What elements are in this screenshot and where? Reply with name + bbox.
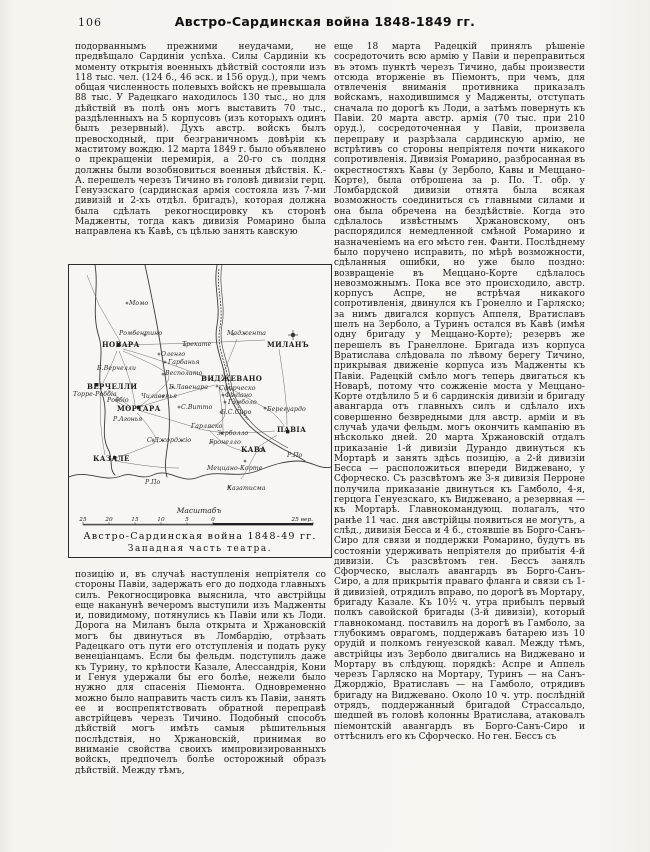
map-label: Момо xyxy=(129,300,149,307)
page-number: 106 xyxy=(78,16,102,29)
map-label: Гарляско xyxy=(191,423,223,430)
left-column xyxy=(75,42,326,776)
right-paragraph: еще 18 марта Радецкій принялъ рѣшеніе сосредоточить всю армію у Павіи и переправиться въ этомъ пунктѣ черезъ Тичино, дабы произвести отсюда вторженіе въ Піемонтъ, при чемъ, для отвлеченія вниманія противника приказалъ войскамъ, находившимся у Мадженты, отступать сначала по дорогѣ къ Лоди, а затѣмъ повернуть къ Павіи. 20 марта австр. армія (70 тыс. при 210 оруд.), сосредоточенная у Павіи, произвела переправу и разрѣзала сардинскую армію, не встрѣтивъ со стороны непріятеля почти никакого сопротивленія. Дивизія Ромарино, разбросанная въ окрестностяхъ Кавы (у Зерболо, Кавы и Меццано-Корте), была отброшена за р. По. Т. обр. у Ломбардской дивизіи отнята была всякая возможность соединиться съ главными силами и она была обречена на бездѣйствіе. Когда это сдѣлалось извѣстнымъ Хржановскому, онъ распорядился немедленной смѣной Ромарино и назначеніемъ на его мѣсто ген. Фанти. Послѣднему было поручено исправить, по мѣрѣ возможности, сдѣланныя ошибки, но уже было поздно: возвращеніе въ Меццано-Корте сдѣлалось невозможнымъ. Пока все это происходило, австр. корпусъ Аспре, не встрѣчая никакого сопротивленія, двинулся къ Гронелло и Гарляско; за нимъ двигался корпусъ Аппеля, Вратиславъ шелъ на Зерболо, а Туринъ остался въ Кавѣ (имѣя одну бригаду у Меццано-Корте); резервъ же перешелъ въ Гранеллоне. Бригада изъ корпуса Вратислава слѣдовала по лѣвому берегу Тичино, прикрывая движеніе корпуса изъ Мадженты къ Павіи. Радецкій смѣло могъ теперь двигаться къ Новарѣ, потому что сожженіе моста у Меццано-Корте отдѣлило 5 и 6 сардинскія дивизіи и бригаду авангарда отъ главныхъ силъ и сдѣлало ихъ совершенно безвредными для австр. арміи и въ случаѣ удачи фельдм. могъ окончить кампанію въ нѣсколько дней. 20 марта Хржановскій отдалъ приказаніе 1-й дивизіи Дурандо двинуться къ Мортарѣ и занять здѣсь позицію, а 2-й дивизіи Бесса — расположиться впереди Виджевано, у Сфорческо. Съ разсвѣтомъ же 3-я дивизія Перроне получила приказаніе двинуться къ Гамболо, 4-я, герцога Генуезскаго, къ Виджевано, а резервная — къ Мортарѣ. Главнокомандующ. полагалъ, что ранѣе 11 час. дня австрійцы появиться не могутъ, а слѣд., дивизія Бесса и 4 б., стоявшіе въ Борго-Санъ-Сиро для связи и поддержки Ромарино, будутъ въ состояніи удерживать непріятеля до прибытія 4-й дивизіи. Съ разсвѣтомъ ген. Бессъ занялъ Сфорческо, выслалъ авангардъ въ Борго-Санъ-Сиро, а для прикрытія праваго фланга и связи съ 1-й дивизіей, отрядилъ вправо, по дорогѣ въ Мортару, бригаду Казале. Къ 10½ ч. утра прибылъ первый полкъ савойской бригады (3-й дивизіи), который главнокоманд. поставилъ на дорогѣ въ Гамболо, за глубокимъ оврагомъ, поддержавъ батарею изъ 10 орудій и полкомъ генуезской кавал. Между тѣмъ, австрійцы изъ Зерболо двигались на Виджевано и Мортару въ слѣдующ. порядкѣ: Аспре и Аппель черезъ Гарляско на Мортару, Туринъ — на Санъ-Джорджіо, Вратиславъ — на Гамболо, отрядивъ бригаду на Виджевано. Около 10 ч. утр. послѣдній отрядъ, поддержанный бригадой Страссальдо, шедшей въ головѣ колонны Вратислава, атаковалъ піемонтскій авангардъ въ Борго-Санъ-Сиро и оттѣснилъ его къ Сфорческо. Но ген. Бессъ съ xyxy=(334,42,585,742)
map-label: Ромбентино xyxy=(119,330,163,337)
map-scale-number: 25 xyxy=(79,517,87,523)
map-scale-number: 10 xyxy=(157,517,165,523)
map-caption-title: Австро-Сардинская война 1848-49 гг. xyxy=(83,531,317,542)
map-label: Зерболло xyxy=(217,430,249,437)
map-label: ПАВІА xyxy=(277,425,307,434)
map-label: Гамболо xyxy=(228,399,257,406)
map-scale xyxy=(78,506,313,525)
text-columns xyxy=(75,42,585,776)
map-label: Р.Агонья xyxy=(113,416,143,423)
map-scale-title: Масштабъ xyxy=(176,506,222,515)
map-label: С.Витто xyxy=(181,404,213,411)
map-scale-number: 15 xyxy=(131,517,139,523)
map-label: КАЗАЛЕ xyxy=(93,454,130,463)
theatre-map xyxy=(69,265,331,557)
map-label: МОРТАРА xyxy=(117,404,161,413)
map-scale-number: 0 xyxy=(211,517,215,523)
map-label: Меццано-Корте xyxy=(207,465,263,472)
map-labels xyxy=(73,300,309,492)
map-label: Торре-Роббіа xyxy=(73,391,117,398)
map-caption xyxy=(83,531,316,554)
map-label: Оленго xyxy=(161,351,186,358)
map-label: Чилавенья xyxy=(141,393,178,400)
right-column xyxy=(334,42,585,776)
left-paragraph-above-map: подорваннымъ прежними неудачами, не предвѣщало Сардиніи успѣха. Силы Сардиніи къ моменту открытія военныхъ дѣйствій состояли изъ 118 тыс. чел. (124 б., 46 эск. и 156 оруд.), при чемъ общая численность полевыхъ войскъ не превышала 88 тыс. У Радецкаго находилось 130 тыс., но для дѣйствій въ полѣ онъ могъ выставить 70 тыс., раздѣленныхъ на 5 корпусовъ (изъ которыхъ одинъ былъ резервный). Духъ австр. войскъ былъ превосходный, при безграничномъ довѣріи къ маститому вождю. 12 марта 1849 г. было объявлено о прекращеніи перемирія, а 20-го съ полдня должны были возобновиться военныя дѣйствія. К.-А. перешелъ черезъ Тичино въ головѣ дивизіи герц. Генуэзскаго (сардинская армія состояла изъ 7-ми дивизій и 2-хъ отдѣл. бригадъ), которая должна была сдѣлать рекогносцировку къ сторонѣ Мадженты, тогда какъ дивизія Ромарино была направлена къ Кавѣ, съ цѣлью занять кавскую xyxy=(75,42,326,238)
running-head: Австро-Сардинская война 1848-1849 гг. xyxy=(174,14,476,29)
map-caption-subtitle: Западная часть театра. xyxy=(127,544,273,554)
map-label: МИЛАНЪ xyxy=(267,340,309,349)
page-header xyxy=(0,14,650,32)
map-label: Фоліано xyxy=(225,392,252,399)
map-label: ВИДЖЕВАНО xyxy=(201,374,263,383)
left-paragraph-below-map: позицію и, въ случаѣ наступленія непріятеля со стороны Павіи, задержать его до подхода главныхъ силъ. Рекогносцировка выяснила, что австрійцы еще наканунѣ вечеромъ выступили изъ Мадженты и, повидимому, потянулись къ Павіи или къ Лоди. Дорога на Миланъ была открыта и Хржановскій могъ бы двинуться въ Ломбардію, отрѣзать Радецкаго отъ пути его отступленія и подать руку венеціанцамъ. Если бы фельдм. подступилъ даже къ Турину, то крѣпости Казале, Алессандрія, Кони и Генуя удержали бы его болѣе, нежели было нужно для спасенія Піемонта. Одновременно можно было направить часть силъ къ Павіи, занять ее и воспрепятствовать обратной переправѣ австрійцевъ черезъ Тичино. Подобный способъ дѣйствій могъ имѣть самыя рѣшительныя послѣдствія, но Хржановскій, принимая во вниманіе свойства своихъ импровизированныхъ войскъ, предпочелъ болѣе осторожный образъ дѣйствій. Между тѣмъ, xyxy=(75,570,326,776)
map-label: Р.По xyxy=(145,479,161,486)
map-label: Казатисма xyxy=(227,485,266,492)
map-label: КАВА xyxy=(241,445,267,454)
map-label: ВЕРЧЕЛЛИ xyxy=(87,382,138,391)
map-label: Гарбанья xyxy=(168,359,200,366)
map-scale-right-label: 25 вер. xyxy=(291,517,313,523)
map-label: Р.По xyxy=(287,452,303,459)
map-label: Сфорческо xyxy=(219,385,256,392)
map-label: НОВАРА xyxy=(102,340,140,349)
map-label: Берегуардо xyxy=(267,406,306,413)
map-label: Б.Верчелли xyxy=(97,365,137,372)
map-label: Весполато xyxy=(165,370,203,377)
map-label: Б.С.Сиро xyxy=(221,409,252,416)
map-scale-number: 20 xyxy=(105,517,113,523)
map-label: Маджента xyxy=(227,330,267,337)
map-label: Трекате xyxy=(182,341,212,348)
map-label: Роббіо xyxy=(107,397,129,404)
map-scale-number: 5 xyxy=(185,517,189,523)
map-label: С.Джорджіо xyxy=(147,437,192,444)
map-label: Гронелло xyxy=(209,439,241,446)
map-figure xyxy=(68,264,332,558)
map-label: Б.Лавенара xyxy=(169,384,209,391)
